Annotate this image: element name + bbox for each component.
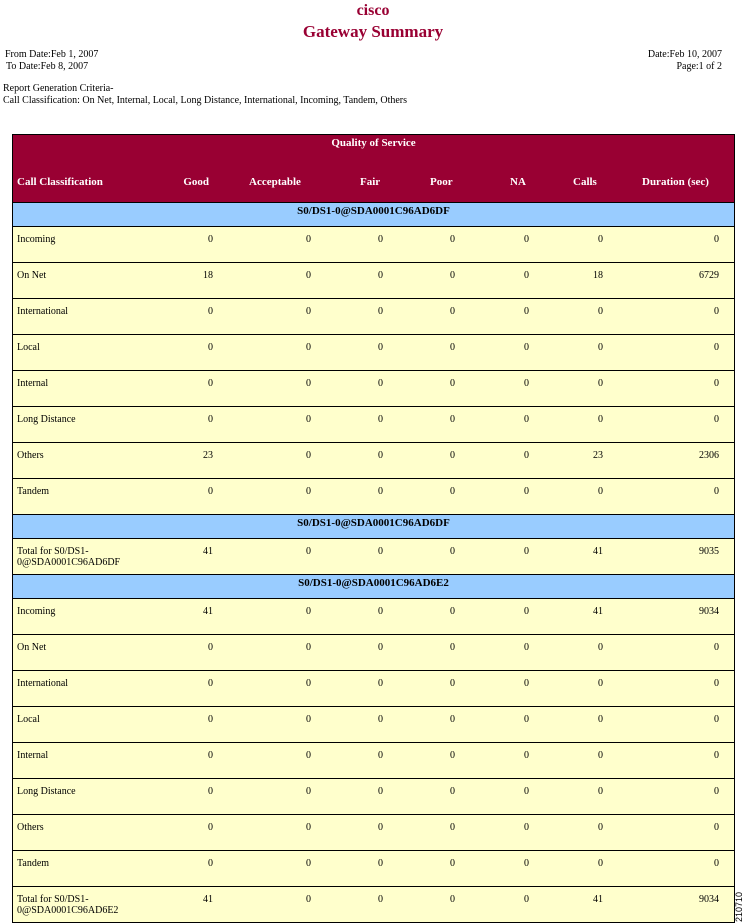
gateway-group-footer [13,514,734,538]
table-row [13,406,734,442]
value-cell: 0 [598,378,603,389]
value-cell: 0 [208,750,213,761]
value-cell: 0 [524,342,529,353]
report-title: Gateway Summary [302,22,444,41]
criteria-label: Report Generation Criteria- [3,83,114,94]
value-cell: 0 [714,378,719,389]
value-cell: 0 [450,714,455,725]
value-cell: 0 [378,786,383,797]
column-header: Calls [573,176,597,188]
value-cell: 0 [306,822,311,833]
call-classification-cell: Internal [17,378,49,389]
value-cell: 0 [524,546,529,557]
value-cell: 0 [208,822,213,833]
gateway-name: S0/DS1-0@SDA0001C96AD6E2 [298,577,449,589]
from-date: From Date:Feb 1, 2007 [5,49,99,60]
gateway-group-header [13,574,734,598]
table-row [13,706,734,742]
value-cell: 0 [524,378,529,389]
table-row [13,334,734,370]
value-cell: 18 [593,270,603,281]
value-cell: 0 [378,822,383,833]
value-cell: 0 [714,858,719,869]
call-classification-cell: Others [17,822,44,833]
value-cell: 0 [450,378,455,389]
gateway-name: S0/DS1-0@SDA0001C96AD6DF [297,517,450,529]
qos-header-label: Quality of Service [331,137,416,149]
value-cell: 9034 [699,894,719,905]
value-cell: 0 [598,786,603,797]
gateway-summary-table [12,134,735,923]
value-cell: 0 [714,342,719,353]
gateway-group-header [13,202,734,226]
value-cell: 0 [524,786,529,797]
value-cell: 0 [208,714,213,725]
value-cell: 0 [208,378,213,389]
value-cell: 0 [450,450,455,461]
value-cell: 0 [450,486,455,497]
value-cell: 0 [524,450,529,461]
value-cell: 0 [208,342,213,353]
value-cell: 0 [598,306,603,317]
value-cell: 0 [306,234,311,245]
value-cell: 0 [306,546,311,557]
column-header: Acceptable [249,176,301,188]
call-classification-cell: Incoming [17,234,56,245]
value-cell: 0 [208,234,213,245]
date-range [5,49,98,73]
value-cell: 0 [714,234,719,245]
brand-name: cisco [356,2,390,19]
value-cell: 0 [306,486,311,497]
value-cell: 0 [524,822,529,833]
value-cell: 0 [208,786,213,797]
value-cell: 0 [598,234,603,245]
value-cell: 0 [378,342,383,353]
table-row [13,298,734,334]
call-classification-cell: Local [17,714,40,725]
value-cell: 0 [306,894,311,905]
value-cell: 0 [714,714,719,725]
value-cell: 0 [450,894,455,905]
value-cell: 0 [524,678,529,689]
value-cell: 0 [450,822,455,833]
value-cell: 0 [524,270,529,281]
table-row [13,778,734,814]
total-row [13,886,734,922]
criteria-value: Call Classification: On Net, Internal, Local, Long Distance, International, Incoming, Tandem, Others [3,95,408,106]
value-cell: 23 [593,450,603,461]
value-cell: 41 [203,606,213,617]
call-classification-cell: Long Distance [17,786,76,797]
value-cell: 0 [378,894,383,905]
value-cell: 0 [378,642,383,653]
figure-number: 210710 [734,891,744,922]
value-cell: 0 [524,306,529,317]
value-cell: 0 [306,642,311,653]
table-row [13,742,734,778]
value-cell: 41 [593,546,603,557]
value-cell: 0 [450,678,455,689]
table-row [13,814,734,850]
value-cell: 0 [524,714,529,725]
table-row [13,370,734,406]
value-cell: 0 [598,414,603,425]
call-classification-cell: Others [17,450,44,461]
table-row [13,262,734,298]
value-cell: 0 [598,858,603,869]
value-cell: 0 [524,414,529,425]
value-cell: 0 [378,858,383,869]
table-row [13,850,734,886]
value-cell: 0 [306,378,311,389]
value-cell: 0 [306,414,311,425]
value-cell: 0 [208,306,213,317]
value-cell: 0 [714,306,719,317]
column-header: Call Classification [17,176,103,188]
value-cell: 0 [524,858,529,869]
value-cell: 0 [714,486,719,497]
call-classification-cell: International [17,306,69,317]
column-header: Duration (sec) [642,176,709,188]
value-cell: 0 [714,678,719,689]
value-cell: 0 [524,894,529,905]
table-row [13,670,734,706]
table-row [13,634,734,670]
value-cell: 0 [208,642,213,653]
call-classification-cell: Tandem [17,486,50,497]
value-cell: 0 [450,642,455,653]
call-classification-cell: Incoming [17,606,56,617]
value-cell: 0 [378,678,383,689]
value-cell: 0 [714,786,719,797]
value-cell: 0 [598,750,603,761]
value-cell: 41 [203,546,213,557]
value-cell: 0 [306,606,311,617]
call-classification-cell: Tandem [17,858,50,869]
value-cell: 0 [714,414,719,425]
value-cell: 6729 [699,270,719,281]
value-cell: 0 [306,786,311,797]
value-cell: 0 [306,450,311,461]
table-row [13,598,734,634]
value-cell: 0 [378,450,383,461]
value-cell: 0 [378,606,383,617]
page-number: Page:1 of 2 [676,61,722,72]
value-cell: 0 [598,642,603,653]
value-cell: 9034 [699,606,719,617]
value-cell: 0 [598,486,603,497]
column-header-row [13,168,734,202]
value-cell: 0 [450,234,455,245]
value-cell: 0 [524,750,529,761]
value-cell: 0 [450,546,455,557]
value-cell: 0 [450,306,455,317]
call-classification-cell: International [17,678,69,689]
value-cell: 0 [524,642,529,653]
column-header: NA [510,176,526,188]
table-row [13,226,734,262]
value-cell: 0 [450,750,455,761]
value-cell: 0 [450,414,455,425]
value-cell: 0 [306,306,311,317]
report-meta [648,49,722,73]
call-classification-cell: Internal [17,750,49,761]
value-cell: 0 [524,486,529,497]
call-classification-cell: On Net [17,642,47,653]
value-cell: 0 [598,678,603,689]
value-cell: 0 [208,678,213,689]
value-cell: 0 [378,378,383,389]
value-cell: 0 [306,342,311,353]
value-cell: 0 [306,714,311,725]
table-row [13,442,734,478]
value-cell: 0 [450,606,455,617]
value-cell: 0 [450,270,455,281]
value-cell: 0 [306,270,311,281]
call-classification-cell: Local [17,342,40,353]
table-row [13,478,734,514]
value-cell: 0 [378,546,383,557]
call-classification-cell: Total for S0/DS1-0@SDA0001C96AD6DF [17,546,121,568]
call-classification-cell: Long Distance [17,414,76,425]
value-cell: 0 [306,750,311,761]
value-cell: 0 [714,750,719,761]
value-cell: 0 [524,234,529,245]
report-criteria [3,83,407,107]
value-cell: 0 [524,606,529,617]
to-date: To Date:Feb 8, 2007 [6,61,89,72]
value-cell: 0 [378,714,383,725]
value-cell: 0 [378,306,383,317]
value-cell: 0 [450,786,455,797]
value-cell: 0 [598,342,603,353]
gateway-name: S0/DS1-0@SDA0001C96AD6DF [297,205,450,217]
report-date: Date:Feb 10, 2007 [647,49,722,60]
value-cell: 2306 [699,450,719,461]
value-cell: 0 [208,858,213,869]
value-cell: 0 [714,642,719,653]
column-header: Fair [360,176,381,188]
value-cell: 9035 [699,546,719,557]
value-cell: 18 [203,270,213,281]
value-cell: 0 [714,822,719,833]
value-cell: 0 [306,678,311,689]
value-cell: 0 [450,858,455,869]
value-cell: 0 [378,486,383,497]
value-cell: 0 [378,414,383,425]
value-cell: 0 [450,342,455,353]
value-cell: 41 [593,606,603,617]
value-cell: 0 [306,858,311,869]
column-header: Good [183,176,209,188]
total-row [13,538,734,574]
value-cell: 0 [378,750,383,761]
value-cell: 41 [593,894,603,905]
value-cell: 23 [203,450,213,461]
column-header: Poor [430,176,453,188]
value-cell: 0 [378,234,383,245]
value-cell: 0 [208,486,213,497]
value-cell: 41 [203,894,213,905]
value-cell: 0 [208,414,213,425]
value-cell: 0 [598,714,603,725]
call-classification-cell: Total for S0/DS1-0@SDA0001C96AD6E2 [17,894,119,916]
value-cell: 0 [378,270,383,281]
call-classification-cell: On Net [17,270,47,281]
qos-group-header [13,134,734,168]
value-cell: 0 [598,822,603,833]
